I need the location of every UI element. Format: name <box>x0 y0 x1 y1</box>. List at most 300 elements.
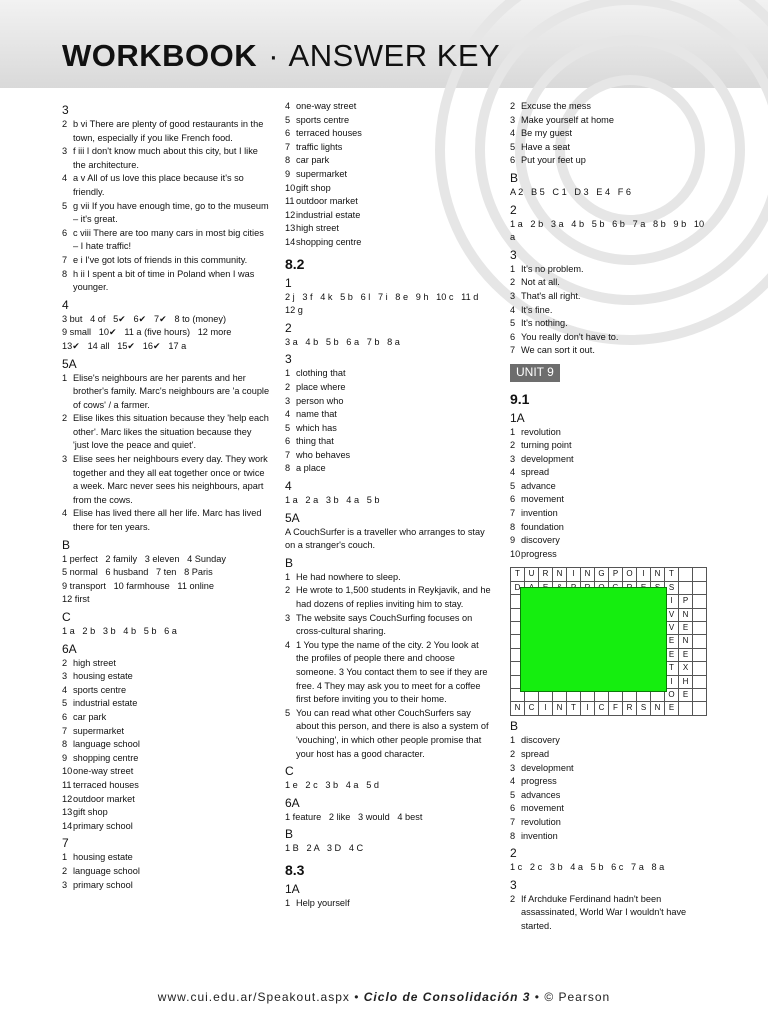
item-number: 6 <box>285 436 291 447</box>
grid-cell: N <box>679 609 693 622</box>
grid-cell <box>693 702 707 715</box>
answer-item <box>62 851 270 865</box>
answer-item <box>285 114 493 128</box>
answer-item <box>62 820 270 834</box>
footer-copyright: © Pearson <box>544 990 611 1004</box>
item-number: 3 <box>285 612 291 623</box>
grid-cell: T <box>665 568 679 581</box>
answer-item <box>510 114 710 128</box>
answer-item <box>510 507 710 521</box>
item-text: That's all right. <box>521 290 581 301</box>
item-text: advance <box>521 480 556 491</box>
answer-item <box>62 200 270 227</box>
answer-line: 1 e 2 c 3 b 4 a 5 d <box>285 780 379 791</box>
item-number: 8 <box>285 155 291 166</box>
answer-line: A 2 B 5 C 1 D 3 E 4 F 6 <box>510 186 632 197</box>
grid-cell <box>693 568 707 581</box>
grid-cell: O <box>665 689 679 702</box>
item-text: If Archduke Ferdinand hadn't been assassinated, World War I wouldn't have started. <box>521 893 687 931</box>
answer-list <box>62 372 270 535</box>
grid-cell: C <box>595 702 609 715</box>
answer-item <box>62 865 270 879</box>
answer-item <box>62 172 270 199</box>
grid-cell: G <box>595 568 609 581</box>
footer-url[interactable]: www.cui.edu.ar/Speakout.aspx <box>157 990 350 1004</box>
answer-line: 12 first <box>62 594 90 605</box>
item-number: 14 <box>62 820 73 831</box>
item-text: c viii There are too many cars in most big cities – I hate traffic! <box>73 227 264 252</box>
grid-cell: N <box>511 702 525 715</box>
footer-separator: • <box>530 990 545 1004</box>
item-number: 3 <box>62 671 68 682</box>
section-label: 1A <box>285 881 300 896</box>
answer-line: 1 a 2 b 3 b 4 b 5 b 6 a <box>62 626 177 636</box>
item-number: 7 <box>285 141 291 152</box>
answer-item <box>285 408 493 422</box>
item-number: 9 <box>285 168 291 179</box>
item-number: 1 <box>510 735 516 746</box>
item-number: 8 <box>62 268 68 279</box>
item-text: traffic lights <box>296 141 343 152</box>
answer-list <box>510 734 710 843</box>
answer-item <box>510 493 710 507</box>
item-number: 2 <box>510 749 516 760</box>
item-text: h ii I spent a bit of time in Poland when I was younger. <box>73 268 255 293</box>
item-number: 10 <box>62 766 73 777</box>
item-number: 2 <box>62 865 68 876</box>
section-label: 6A <box>62 641 77 656</box>
answer-item <box>510 893 710 934</box>
section-label: C <box>285 764 294 779</box>
item-text: which has <box>296 422 337 433</box>
item-text: housing estate <box>73 852 133 863</box>
grid-cell: H <box>679 676 693 689</box>
answer-line: 13✔ 14 all 15✔ 16✔ 17 a <box>62 340 187 351</box>
item-number: 5 <box>285 707 291 718</box>
answer-item <box>510 466 710 480</box>
item-text: We can sort it out. <box>521 345 595 356</box>
item-text: industrial estate <box>296 209 361 220</box>
answer-list <box>285 367 493 476</box>
item-text: progress <box>521 776 557 787</box>
item-text: e i I've got lots of friends in this community. <box>73 254 248 265</box>
item-number: 8 <box>62 739 68 750</box>
item-number: 2 <box>62 657 68 668</box>
answer-item <box>285 209 493 223</box>
grid-cell <box>693 662 707 675</box>
item-number: 5 <box>510 480 516 491</box>
answer-item <box>62 879 270 893</box>
title-separator: · <box>268 38 280 73</box>
grid-cell <box>693 595 707 608</box>
grid-cell: N <box>651 702 665 715</box>
answer-item <box>285 395 493 409</box>
item-number: 4 <box>510 128 516 139</box>
item-text: primary school <box>73 820 133 831</box>
answer-item <box>510 548 710 562</box>
item-number: 11 <box>62 779 72 790</box>
answer-item <box>285 707 493 761</box>
answer-item <box>62 670 270 684</box>
answer-item <box>285 449 493 463</box>
item-text: Not at all. <box>521 277 560 288</box>
item-text: It's fine. <box>521 304 553 315</box>
item-text: Elise's neighbours are her parents and her brother's family. Marc's neighbours are 'a couple of cows' / a farmer. <box>73 372 270 410</box>
column-2 <box>285 100 493 911</box>
item-text: car park <box>73 711 107 722</box>
grid-cell: N <box>679 635 693 648</box>
item-number: 13 <box>285 223 296 234</box>
answer-line: 1 perfect 2 family 3 eleven 4 Sunday <box>62 553 226 564</box>
item-number: 8 <box>510 521 516 532</box>
item-text: a place <box>296 463 326 474</box>
item-number: 5 <box>62 698 68 709</box>
item-number: 1 <box>285 571 291 582</box>
unit-badge: UNIT 9 <box>510 364 560 382</box>
item-number: 6 <box>285 128 291 139</box>
grid-cell: O <box>623 568 637 581</box>
item-number: 1 <box>285 897 291 908</box>
item-text: Have a seat <box>521 141 571 152</box>
answer-item <box>285 182 493 196</box>
item-number: 7 <box>510 817 516 827</box>
item-text: housing estate <box>73 671 133 682</box>
grid-cell: N <box>553 702 567 715</box>
section-label: 4 <box>285 479 292 494</box>
item-number: 1 <box>62 372 68 383</box>
section-heading: 9.1 <box>510 390 530 407</box>
section-label: 2 <box>510 202 517 217</box>
item-number: 3 <box>62 146 68 157</box>
item-number: 3 <box>510 290 516 301</box>
answer-item <box>510 439 710 453</box>
item-text: Excuse the mess <box>521 101 591 111</box>
grid-cell: N <box>581 568 595 581</box>
item-text: terraced houses <box>296 128 362 139</box>
item-number: 3 <box>510 762 516 773</box>
item-text: progress <box>521 548 557 559</box>
answer-line: 1 a 2 a 3 b 4 a 5 b <box>285 495 380 506</box>
item-text: one-way street <box>296 101 357 111</box>
item-text: It's no problem. <box>521 263 584 274</box>
answer-item <box>62 145 270 172</box>
item-number: 1 <box>62 852 68 863</box>
grid-cell <box>679 568 693 581</box>
item-number: 2 <box>510 101 516 111</box>
answer-line: 5 normal 6 husband 7 ten 8 Paris <box>62 567 213 578</box>
item-text: supermarket <box>296 168 348 179</box>
answer-item <box>285 100 493 114</box>
section-label: 1A <box>510 410 525 425</box>
grid-cell: E <box>679 622 693 635</box>
answer-item <box>62 254 270 268</box>
answer-item <box>285 462 493 476</box>
item-number: 4 <box>62 684 68 695</box>
answer-item <box>62 268 270 295</box>
item-text: f iii I don't know much about this city, but I like the architecture. <box>73 146 258 170</box>
item-number: 14 <box>285 236 296 247</box>
answer-item <box>510 344 710 358</box>
item-text: revolution <box>521 426 561 437</box>
grid-cell: R <box>623 702 637 715</box>
section-label: 5A <box>285 510 300 525</box>
item-number: 4 <box>510 304 516 315</box>
answer-item <box>62 227 270 254</box>
answer-item <box>510 775 710 789</box>
answer-item <box>62 372 270 413</box>
answer-item <box>510 154 710 168</box>
section-label: B <box>510 719 519 734</box>
answer-list <box>62 118 270 295</box>
item-number: 4 <box>285 639 291 650</box>
grid-cell <box>679 582 693 595</box>
answer-item <box>62 765 270 779</box>
item-text: invention <box>521 508 558 519</box>
answer-list <box>62 657 270 834</box>
item-number: 1 <box>285 368 291 379</box>
item-text: development <box>521 762 574 773</box>
item-text: name that <box>296 409 337 420</box>
answer-line: 9 small 10✔ 11 a (five hours) 12 more <box>62 327 232 338</box>
grid-cell: I <box>665 676 679 689</box>
item-text: development <box>521 453 574 464</box>
item-number: 4 <box>285 409 291 420</box>
section-label: 7 <box>62 836 69 851</box>
answer-item <box>510 100 710 114</box>
answer-item <box>62 752 270 766</box>
answer-list <box>510 263 710 358</box>
answer-item <box>510 263 710 277</box>
item-number: 2 <box>285 585 291 596</box>
answer-item <box>285 168 493 182</box>
answer-item <box>510 331 710 345</box>
section-label: 2 <box>510 846 517 861</box>
footer-course: Ciclo de Consolidación 3 <box>363 990 531 1004</box>
item-text: Elise sees her neighbours every day. They work together and they all eat together once or twice a week. Marc never sees his neighbours, apart from the cows. <box>73 454 268 505</box>
item-number: 1 <box>510 426 516 437</box>
item-number: 3 <box>510 453 516 464</box>
answer-item <box>62 793 270 807</box>
answer-item <box>285 422 493 436</box>
grid-cell <box>693 649 707 662</box>
section-label: C <box>62 610 71 624</box>
section-label: B <box>285 555 294 570</box>
item-text: The website says CouchSurfing focuses on cross-cultural sharing. <box>296 612 473 637</box>
answer-item <box>510 789 710 803</box>
item-text: Elise likes this situation because they 'help each other'. Marc likes the situation because they 'just love the peace and quiet'. <box>73 413 269 451</box>
answer-item <box>510 734 710 748</box>
item-text: gift shop <box>73 807 108 818</box>
section-label: 2 <box>285 320 292 335</box>
item-text: shopping centre <box>73 752 139 763</box>
answer-item <box>62 697 270 711</box>
item-number: 7 <box>62 725 68 736</box>
footer-separator: • <box>349 990 364 1004</box>
grid-cell <box>693 582 707 595</box>
grid-cell: I <box>581 702 595 715</box>
item-text: He wrote to 1,500 students in Reykjavik, and he had dozens of replies inviting him to stay. <box>296 585 491 610</box>
answer-item <box>62 779 270 793</box>
item-number: 5 <box>285 422 291 433</box>
item-text: industrial estate <box>73 698 138 709</box>
item-text: car park <box>296 155 330 166</box>
item-text: terraced houses <box>73 779 139 790</box>
item-text: one-way street <box>73 766 134 777</box>
item-text: discovery <box>521 735 560 746</box>
item-number: 3 <box>510 114 516 125</box>
item-number: 7 <box>62 254 68 265</box>
answer-line: 9 transport 10 farmhouse 11 online <box>62 580 215 591</box>
answer-item <box>510 453 710 467</box>
grid-cell: I <box>637 568 651 581</box>
answer-item <box>62 412 270 453</box>
grid-cell <box>693 622 707 635</box>
item-text: movement <box>521 803 564 814</box>
section-label: 4 <box>62 297 69 312</box>
grid-cell: T <box>665 662 679 675</box>
item-number: 7 <box>285 449 291 460</box>
item-text: clothing that <box>296 368 346 379</box>
answer-item <box>285 584 493 611</box>
item-text: a v All of us love this place because it's so friendly. <box>73 173 244 197</box>
item-text: Put your feet up <box>521 155 586 166</box>
answer-item <box>62 118 270 145</box>
item-number: 13 <box>62 807 73 818</box>
item-number: 9 <box>62 752 68 763</box>
grid-cell: E <box>665 649 679 662</box>
answer-item <box>510 276 710 290</box>
grid-cell: U <box>525 568 539 581</box>
section-label: 1 <box>285 275 292 290</box>
grid-cell: R <box>539 568 553 581</box>
item-number: 6 <box>62 227 68 238</box>
grid-cell: I <box>539 702 553 715</box>
item-text: Elise has lived there all her life. Marc has lived there for ten years. <box>73 508 262 533</box>
answer-list <box>510 100 710 168</box>
grid-cell <box>693 676 707 689</box>
answer-line: 3 a 4 b 5 b 6 a 7 b 8 a <box>285 336 400 347</box>
column-3 <box>510 100 710 934</box>
answer-item <box>510 762 710 776</box>
answer-item <box>285 236 493 250</box>
item-text: turning point <box>521 440 572 451</box>
answer-item <box>62 657 270 671</box>
grid-cell: V <box>665 622 679 635</box>
grid-cell: T <box>567 702 581 715</box>
item-number: 5 <box>510 141 516 152</box>
item-text: 1 You type the name of the city. 2 You look at the profiles of people there and choose someone. 3 You contact them to see if they are free. 4 They may ask you to meet for a coffee first before inviting you to their home. <box>296 639 488 705</box>
item-text: language school <box>73 865 140 876</box>
answer-item <box>285 435 493 449</box>
item-number: 2 <box>62 119 68 129</box>
page-footer <box>0 990 768 1004</box>
answer-item <box>510 426 710 440</box>
item-number: 4 <box>285 101 291 111</box>
item-text: outdoor market <box>73 793 135 804</box>
item-number: 4 <box>62 508 68 519</box>
grid-cell <box>679 702 693 715</box>
item-number: 6 <box>62 711 68 722</box>
item-text: person who <box>296 395 344 406</box>
grid-cell: N <box>553 568 567 581</box>
answer-item <box>62 738 270 752</box>
item-text: discovery <box>521 535 560 546</box>
item-text: revolution <box>521 817 561 827</box>
column-1 <box>62 100 270 892</box>
item-number: 5 <box>510 318 516 329</box>
item-number: 6 <box>510 803 516 814</box>
item-text: primary school <box>73 879 133 890</box>
answer-item <box>510 816 710 830</box>
item-number: 3 <box>62 879 68 890</box>
answer-item <box>510 521 710 535</box>
section-label: 3 <box>285 352 292 367</box>
item-text: spread <box>521 467 550 478</box>
title-workbook: WORKBOOK <box>62 38 258 73</box>
section-label: 6A <box>285 795 300 810</box>
item-number: 6 <box>510 331 516 342</box>
answer-line: 1 c 2 c 3 b 4 a 5 b 6 c 7 a 8 a <box>510 862 665 873</box>
grid-cell: S <box>637 702 651 715</box>
item-number: 2 <box>285 381 291 392</box>
answer-item <box>510 141 710 155</box>
section-label: 3 <box>510 247 517 262</box>
item-number: 3 <box>62 454 68 465</box>
item-number: 12 <box>62 793 73 804</box>
item-text: place where <box>296 381 346 392</box>
item-text: b vi There are plenty of good restaurants in the town, especially if you like French food. <box>73 119 264 143</box>
item-number: 8 <box>285 463 291 474</box>
grid-cell <box>693 689 707 702</box>
section-label: 5A <box>62 356 77 371</box>
answer-item <box>510 534 710 548</box>
item-text: supermarket <box>73 725 125 736</box>
answer-item <box>510 304 710 318</box>
answer-list <box>62 851 270 892</box>
item-number: 12 <box>285 209 296 220</box>
grid-cell <box>693 635 707 648</box>
grid-cell: E <box>665 702 679 715</box>
grid-cell <box>693 609 707 622</box>
item-text: He had nowhere to sleep. <box>296 571 401 582</box>
answer-item <box>62 725 270 739</box>
answer-list <box>510 426 710 562</box>
answer-item <box>510 830 710 844</box>
item-text: It's nothing. <box>521 318 568 329</box>
answer-item <box>285 195 493 209</box>
item-text: thing that <box>296 436 334 447</box>
item-number: 4 <box>510 776 516 787</box>
item-text: who behaves <box>296 449 351 460</box>
item-text: You really don't have to. <box>521 331 619 342</box>
item-text: Make yourself at home <box>521 114 614 125</box>
grid-cell: S <box>665 582 679 595</box>
answer-item <box>285 612 493 639</box>
item-number: 5 <box>285 114 291 125</box>
item-text: high street <box>296 223 339 234</box>
item-number: 2 <box>510 277 516 288</box>
answer-item <box>285 127 493 141</box>
item-number: 7 <box>510 508 516 519</box>
item-text: shopping centre <box>296 236 362 247</box>
answer-item <box>62 453 270 507</box>
grid-cell: T <box>511 568 525 581</box>
answer-list <box>510 893 710 934</box>
answer-text: A CouchSurfer is a traveller who arranges to stay on a stranger's couch. <box>285 526 485 551</box>
answer-item <box>285 639 493 707</box>
answer-item <box>285 367 493 381</box>
answer-item <box>510 480 710 494</box>
